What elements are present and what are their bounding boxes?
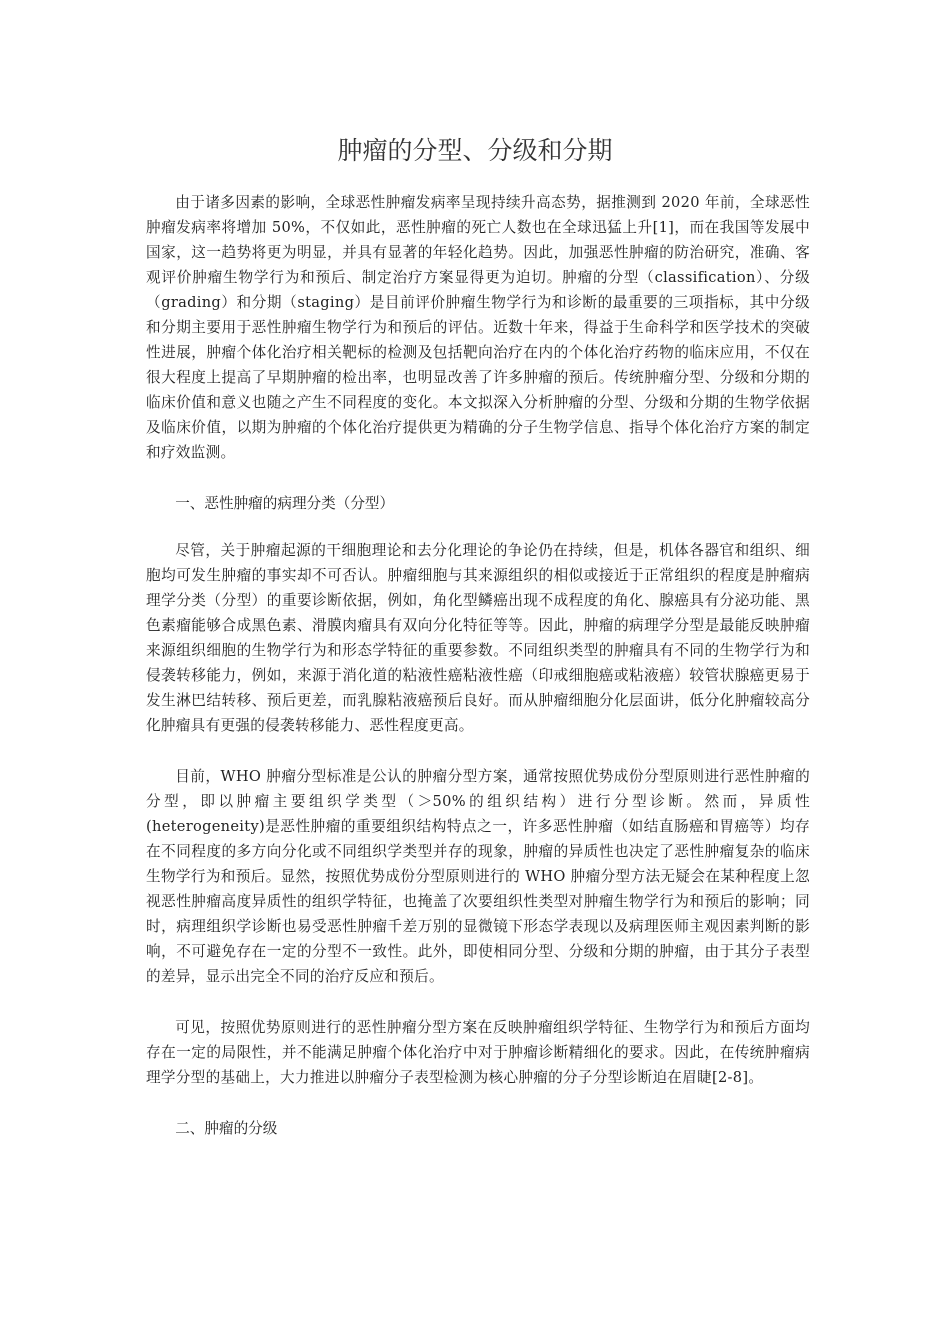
spacer [146,1090,810,1116]
paragraph-molecular-classification: 可见，按照优势原则进行的恶性肿瘤分型方案在反映肿瘤组织学特征、生物学行为和预后方面均存在一定的局限性，并不能满足肿瘤个体化治疗中对于肿瘤诊断精细化的要求。因此，在传统肿瘤病理学分型的基础上，大力推进以肿瘤分子表型检测为核心肿瘤的分子分型诊断迫在眉睫[2-8]。 [146,1019,810,1086]
section-heading-1: 一、恶性肿瘤的病理分类（分型） [175,495,395,512]
spacer [146,465,810,491]
paragraph-who-classification: 目前，WHO 肿瘤分型标准是公认的肿瘤分型方案，通常按照优势成份分型原则进行恶性肿瘤的分型，即以肿瘤主要组织学类型（＞50%的组织结构）进行分型诊断。然而，异质性(heterogeneity)是恶性肿瘤的重要组织结构特点之一，许多恶性肿瘤（如结直肠癌和胃癌等）均存在不同程度的多方向分化或不同组织学类型并存的现象，肿瘤的异质性也决定了恶性肿瘤复杂的临床生物学行为和预后。显然，按照优势成份分型原则进行的 WHO 肿瘤分型方法无疑会在某种程度上忽视恶性肿瘤高度异质性的组织学特征，也掩盖了次要组织性类型对肿瘤生物学行为和预后的影响；同时，病理组织学诊断也易受恶性肿瘤千差万别的显微镜下形态学表现以及病理医师主观因素判断的影响，不可避免存在一定的分型不一致性。此外，即使相同分型、分级和分期的肿瘤，由于其分子表型的差异，显示出完全不同的治疗反应和预后。 [146,768,810,985]
spacer [146,516,810,538]
document-title: 肿瘤的分型、分级和分期 [337,136,613,165]
paragraph-classification-basis: 尽管，关于肿瘤起源的干细胞理论和去分化理论的争论仍在持续，但是，机体各器官和组织、细胞均可发生肿瘤的事实却不可否认。肿瘤细胞与其来源组织的相似或接近于正常组织的程度是肿瘤病理学分类（分型）的重要诊断依据，例如，角化型鳞癌出现不成程度的角化、腺癌具有分泌功能、黑色素瘤能够合成黑色素、滑膜肉瘤具有双向分化特征等等。因此，肿瘤的病理学分型是最能反映肿瘤来源组织细胞的生物学行为和形态学特征的重要参数。不同组织类型的肿瘤具有不同的生物学行为和侵袭转移能力，例如，来源于消化道的粘液性癌粘液性癌（印戒细胞癌或粘液癌）较管状腺癌更易于发生淋巴结转移、预后更差，而乳腺粘液癌预后良好。而从肿瘤细胞分化层面讲，低分化肿瘤较高分化肿瘤具有更强的侵袭转移能力、恶性程度更高。 [146,542,810,734]
spacer [146,989,810,1015]
section-heading-2: 二、肿瘤的分级 [175,1120,278,1137]
spacer [146,738,810,764]
document-body [146,190,810,1141]
paragraph-intro: 由于诸多因素的影响，全球恶性肿瘤发病率呈现持续升高态势，据推测到 2020 年前，全球恶性肿瘤发病率将增加 50%，不仅如此，恶性肿瘤的死亡人数也在全球迅猛上升[1]，而在我国等发展中国家，这一趋势将更为明显，并具有显著的年轻化趋势。因此，加强恶性肿瘤的防治研究，准确、客观评价肿瘤生物学行为和预后、制定治疗方案显得更为迫切。肿瘤的分型（classification）、分级（grading）和分期（staging）是目前评价肿瘤生物学行为和诊断的最重要的三项指标，其中分级和分期主要用于恶性肿瘤生物学行为和预后的评估。近数十年来，得益于生命科学和医学技术的突破性进展，肿瘤个体化治疗相关靶标的检测及包括靶向治疗在内的个体化治疗药物的临床应用，不仅在很大程度上提高了早期肿瘤的检出率，也明显改善了许多肿瘤的预后。传统肿瘤分型、分级和分期的临床价值和意义也随之产生不同程度的变化。本文拟深入分析肿瘤的分型、分级和分期的生物学依据及临床价值，以期为肿瘤的个体化治疗提供更为精确的分子生物学信息、指导个体化治疗方案的制定和疗效监测。 [146,194,810,461]
